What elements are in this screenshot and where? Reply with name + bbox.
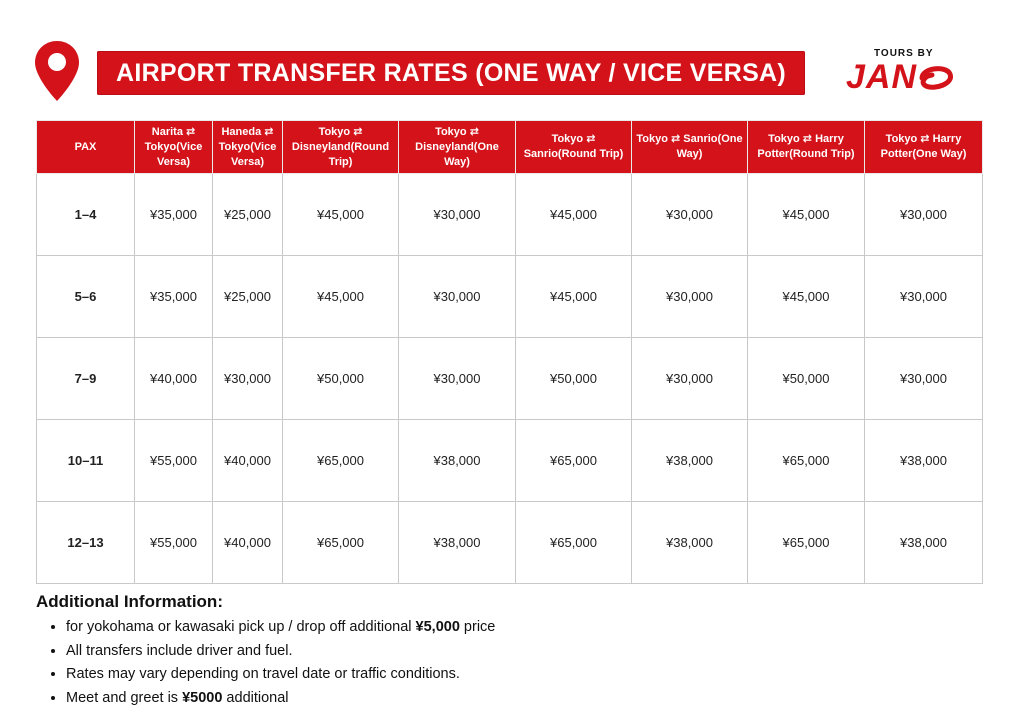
rate-cell: ¥65,000 [516,502,632,584]
rate-cell: ¥40,000 [213,502,283,584]
info-heading: Additional Information: [36,592,223,611]
info-text: for yokohama or kawasaki pick up / drop off additional [66,619,416,635]
column-header: Tokyo ⇄ Harry Potter(One Way) [865,121,983,174]
rate-cell: ¥65,000 [748,420,865,502]
rate-cell: ¥50,000 [516,338,632,420]
rates-table [36,120,983,584]
rate-cell: ¥30,000 [213,338,283,420]
pax-cell: 5–6 [37,256,135,338]
page-title: AIRPORT TRANSFER RATES (ONE WAY / VICE VERSA) [97,51,805,95]
rate-cell: ¥38,000 [865,420,983,502]
table-row [37,420,983,502]
info-text: price [459,619,496,635]
column-header: Haneda ⇄ Tokyo(Vice Versa) [213,121,283,174]
info-item [66,663,736,687]
rate-cell: ¥65,000 [283,420,399,502]
rate-cell: ¥65,000 [283,502,399,584]
column-header: Tokyo ⇄ Harry Potter(Round Trip) [748,121,865,174]
info-price: ¥5,000 [415,619,460,635]
rate-cell: ¥38,000 [399,502,516,584]
column-header: PAX [37,121,135,174]
rate-cell: ¥35,000 [135,174,213,256]
rate-cell: ¥25,000 [213,174,283,256]
pax-cell: 7–9 [37,338,135,420]
column-header: Narita ⇄ Tokyo(Vice Versa) [135,121,213,174]
logo-swirl-icon [916,62,956,92]
rate-cell: ¥30,000 [865,174,983,256]
rate-cell: ¥30,000 [632,338,748,420]
rate-cell: ¥40,000 [213,420,283,502]
info-text: Rates may vary depending on travel date or traffic conditions. [66,666,460,682]
rate-cell: ¥30,000 [865,256,983,338]
rate-cell: ¥38,000 [865,502,983,584]
pax-cell: 1–4 [37,174,135,256]
info-item [66,687,736,711]
logo-tagline: TOURS BY [874,48,934,59]
rate-cell: ¥25,000 [213,256,283,338]
info-item [66,640,736,664]
table-row [37,174,983,256]
table-row [37,338,983,420]
info-price: ¥5000 [182,689,223,706]
pax-cell: 10–11 [37,420,135,502]
info-text: additional [222,689,289,706]
location-pin-icon [34,40,80,102]
info-text: Meet and greet is [66,689,183,706]
table-header-row [37,121,983,174]
rate-cell: ¥38,000 [399,420,516,502]
rate-cell: ¥30,000 [865,338,983,420]
table-row [37,502,983,584]
rate-cell: ¥35,000 [135,256,213,338]
rate-cell: ¥40,000 [135,338,213,420]
rate-cell: ¥50,000 [748,338,865,420]
column-header: Tokyo ⇄ Sanrio(Round Trip) [516,121,632,174]
rate-cell: ¥45,000 [516,174,632,256]
rate-cell: ¥45,000 [283,256,399,338]
pax-cell: 12–13 [37,502,135,584]
rate-cell: ¥30,000 [632,174,748,256]
rate-cell: ¥45,000 [748,174,865,256]
table-row [37,256,983,338]
column-header: Tokyo ⇄ Disneyland(One Way) [399,121,516,174]
rate-cell: ¥30,000 [399,256,516,338]
info-list [36,616,736,710]
additional-info [36,592,736,710]
rate-cell: ¥30,000 [632,256,748,338]
info-text: All transfers include driver and fuel. [66,642,293,659]
rate-cell: ¥30,000 [399,174,516,256]
column-header: Tokyo ⇄ Disneyland(Round Trip) [283,121,399,174]
rate-cell: ¥55,000 [135,420,213,502]
rate-cell: ¥45,000 [748,256,865,338]
rate-cell: ¥65,000 [748,502,865,584]
brand-logo [846,48,962,96]
rate-cell: ¥50,000 [283,338,399,420]
rate-cell: ¥38,000 [632,502,748,584]
column-header: Tokyo ⇄ Sanrio(One Way) [632,121,748,174]
rate-cell: ¥45,000 [283,174,399,256]
rate-cell: ¥65,000 [516,420,632,502]
logo-wordmark: JAN [846,58,918,96]
rate-cell: ¥55,000 [135,502,213,584]
rate-cell: ¥45,000 [516,256,632,338]
rate-cell: ¥30,000 [399,338,516,420]
info-item [66,616,736,640]
rate-cell: ¥38,000 [632,420,748,502]
